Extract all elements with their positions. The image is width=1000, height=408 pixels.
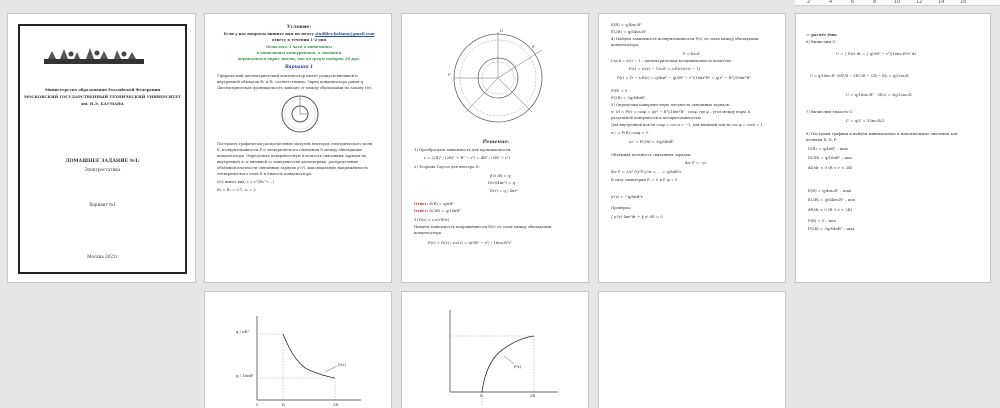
formula-gauss-2: D(r)(4πr²) = q	[488, 180, 516, 185]
solution-step-2: 2) Теорема Гаусса для вектора D:	[414, 165, 480, 169]
formula-rho-symmetry: В силу симметрии Pᵣ = 0 и P_φ = 0	[611, 178, 678, 182]
university-named-after: им. Н.Э. БАУМАНА	[81, 101, 124, 106]
ruler-tick: 4	[829, 0, 833, 5]
formula-u-final: U = q/16πε₀R² · 3R/2 = 3q/32πε₀R	[846, 92, 912, 97]
graph-p-x-2r: 2R	[530, 393, 536, 398]
formula-polarization-2: P(r) = (ε(r) − 1)ε₀E = ε₀E(r)(ε(r) − 1)	[629, 66, 701, 71]
solution-step-6: 6) Вычислим U:	[806, 40, 837, 44]
solution-step-4: 4) Найдём зависимость поляризованности P(r) э/с поля между обкладками	[611, 37, 759, 41]
svg-text:D: D	[500, 28, 504, 33]
formula-e-max: E(R) = q/4πε₀R² – max	[808, 188, 851, 193]
formula-e-at-r: E(R) = q/4πε₀R²	[611, 22, 642, 27]
task-text-line: объёмной плотности связанных зарядов ρ'(r), максимальную напряжённость	[217, 166, 369, 170]
task-text-line: Построить графически распределение модулей векторов электрического поля	[217, 142, 373, 146]
formula-e-r: E(r) = D(r) / ε₀ε(r) = q(5R² − r²) / 16πε₀R²r²	[428, 240, 512, 245]
city-year: Москва 2021г	[87, 254, 118, 259]
task-text-line: E, поляризованности P и электрического смещения D между обкладками	[217, 148, 362, 152]
graph-d-y-top-label: q / πR²	[236, 329, 249, 334]
check-heading: Проверка:	[611, 206, 632, 210]
formula-rho-expand: div P = 1/r² ∂(r²Pᵣ)/∂r = ... = q/8πR²r	[611, 169, 682, 174]
solution-step-7: 7) Вычислим ёмкость C:	[806, 110, 854, 114]
formula-e-at-2r: E(2R) = q/64πε₀R²	[611, 29, 647, 34]
formula-p-at-r: P(R) = 0	[611, 88, 628, 93]
formula-p-at-2r: P(2R) = 3q/64πR²	[611, 95, 646, 100]
page-8-blank[interactable]	[598, 291, 786, 408]
solution-heading: Решение:	[482, 139, 510, 145]
graph-d-of-r	[233, 312, 365, 407]
rho-heading: Объёмная плотность связанных зарядов:	[611, 153, 692, 157]
ministry-name: Министерство образования Российской Федерации	[44, 87, 161, 92]
graph-d-curve-label: D(r)	[338, 362, 346, 367]
variant-heading: Вариант 1	[284, 65, 314, 70]
formula-epsilon: ε = (2R)² / (2R)² + R² − r²) = 4R² / (5R² − r²)	[424, 155, 510, 160]
capacitor-diagram	[279, 93, 321, 135]
formula-sigma-3: σ₁' = P(R)·cosφ = 0	[611, 130, 649, 135]
task-text-line: внутренней σ₁ и внешней σ₂ поверхностях диэлектрика, распределение	[217, 160, 359, 164]
formula-sigma-4: σ₂' = P(2R) = 3q/64πR²	[629, 139, 674, 144]
page-6-graph-d[interactable]	[204, 291, 392, 408]
solution-step-4b: конденсатора:	[611, 43, 640, 47]
promo-line-2: в автоматы конкурентов, а занятия	[256, 51, 342, 55]
task-text-line: внутренней обкладок R₂ и R₁ соответственно. Заряд конденсатора равен q.	[217, 80, 365, 84]
variant-number: Вариант №1	[89, 202, 116, 207]
solution-step-8: 8) Построим графики и найдём минимальные и максимальные значения для	[806, 132, 958, 136]
formula-sigma-1: σ' (r) = P(r) = cosφ = q(r² − R²)/16πr²R² · cosφ, где φ – угол между норм. к	[611, 110, 751, 114]
svg-text:E: E	[532, 44, 535, 49]
ruler-tick: 8	[873, 0, 877, 5]
formula-d-max: D(R) = q/4πR² – max	[808, 146, 848, 151]
formula-gauss-3: D(r) = q / 4πr²	[490, 188, 518, 193]
formula-polarization-1: P = kε₀E	[683, 51, 700, 56]
epsilon-law: ε(r) имеет вид: ε = r²/(R₁²+...)	[217, 180, 274, 184]
formula-p-max: P(2R) = 3q/64πR² – max	[808, 226, 855, 231]
solution-step-1: 1) Преобразуем зависимость для проницаемости:	[414, 148, 512, 152]
solution-step-5: 5) Определим поверхностную плотность связанных зарядов:	[611, 103, 730, 107]
field-lines-diagram	[446, 20, 546, 138]
formula-d-min: D(2R) = q/16πR² – min	[808, 155, 852, 160]
solution-step-8b: величин E, D, P:	[806, 138, 838, 142]
page-3-solution[interactable]	[401, 13, 589, 283]
page-2-task[interactable]	[204, 13, 392, 283]
task-text-line: конденсатора. Определить поверхностную плотность связанных зарядов на	[217, 154, 367, 158]
contact-text: Если у вас вопросы пишите нам на почту	[223, 32, 314, 36]
graph-d-x-r: R	[282, 402, 285, 407]
capacitance-header: ∘∘ расчёт ёмк:	[806, 32, 838, 37]
task-text-line: Сферический диэлектрический конденсатор имеет радиусы внешней и	[217, 74, 358, 78]
page-5-solution[interactable]	[795, 13, 991, 283]
formula-rho-result: ρ'(r) = −q/8πR²r	[611, 194, 643, 199]
ruler-tick: 12	[916, 0, 923, 5]
homework-subject: Электростатика	[84, 167, 121, 172]
page-1-title[interactable]	[7, 13, 196, 283]
ruler-tick: 10	[894, 0, 901, 5]
formula-e-min: E(2R) = q/64πε₀R² – min	[808, 197, 856, 202]
formula-u-expanded: U = q/16πε₀R² (5R²/R − 5R²/2R − (2R − R)) = q/32πε₀R	[810, 74, 909, 78]
formula-polarization-note: Где k = ε(r) − 1 – диэлектрическая восприимчивость вещества	[611, 59, 731, 63]
answer-d-2r: D(2R) = q/16πR²	[429, 209, 461, 213]
page-7-graph-p[interactable]	[401, 291, 589, 408]
university-name: МОСКОВСКИЙ ГОСУДАРСТВЕННЫЙ ТЕХНИЧЕСКИЙ УНИВЕРСИТЕТ	[24, 94, 181, 99]
formula-polarization-3: P(r) = D − ε₀E(r) = q/4πr² − q(5R² − r²)/16πr²R² = q(r² − R²)/16πr²R²	[617, 75, 751, 80]
answer-label: Ответ:	[414, 209, 429, 213]
formula-u: U = ∫ E(r) dr = ∫ q(5R² − r²)/16πε₀R²r² dr	[836, 51, 917, 56]
homework-title: ДОМАШНЕЕ ЗАДАНИЕ №1:	[65, 159, 140, 164]
page-4-solution[interactable]	[598, 13, 786, 283]
formula-capacitance: C = q/U = 32πε₀R/3	[846, 118, 885, 123]
graph-p-x-r: R	[480, 393, 483, 398]
task-text-line: Диэлектрическая проницаемость зависит от между обкладками по закону ε(r).	[217, 86, 373, 90]
ruler-tick: 6	[851, 0, 855, 5]
formula-sigma-2: Для внутренней пов-ти cosφ = cos π = −1, для внешней пов-ти cos φ = cos0 = 1	[611, 123, 763, 127]
solution-step-3: 3) D(r) = ε₀ε(r)E(r)	[414, 218, 450, 222]
formula-check: ∫ ρ'(r) 4πr²dr + ∮ σ' dS = 0	[611, 214, 663, 219]
solution-step-3b: Найдём зависимость напряжённости E(r) э/с поля между обкладками	[414, 225, 552, 229]
solution-step-3c: конденсатора:	[414, 231, 443, 235]
ruler-tick: 2	[807, 0, 811, 5]
formula-p-min: P(R) = 0 – min	[808, 218, 836, 223]
formula-d-range: dD/dr < 0 (R < r < 2R)	[808, 165, 853, 170]
formula-e-range: dE/dr < 0 (R < r < 2R)	[808, 207, 853, 212]
given-values: R₂ = R₁ = 2·1, ε₀ = 2	[217, 188, 256, 192]
contact-email-link[interactable]: studfiles.balmon@gmail.com	[315, 32, 375, 36]
graph-d-x-origin: 0	[256, 402, 259, 407]
graph-d-y-bottom-label: q / 16πR²	[236, 373, 254, 378]
formula-rho-div: div P = −ρ'	[685, 160, 707, 165]
answer-label: Ответ:	[414, 202, 429, 206]
ruler-tick: 16	[960, 0, 967, 5]
graph-p-of-r	[430, 306, 562, 408]
svg-text:P: P	[448, 72, 451, 77]
formula-sigma-1b: раздельной поверхности и поляризованностью	[611, 116, 701, 120]
ruler-tick: 14	[938, 0, 945, 5]
horizontal-ruler	[795, 0, 1000, 6]
contact-text-2: ответу в течении 1-2 дня	[271, 38, 327, 42]
answer-d-r: D(R) = q/πR²	[429, 202, 454, 206]
formula-gauss-1: ∮ D dS = q	[490, 173, 511, 178]
promo-line-1: Осталось 3 часа в автоматы	[265, 45, 333, 49]
promo-line-3: обращаться через месяц, мы получим подарок 20 руб.	[237, 57, 361, 61]
task-heading: Условие:	[286, 25, 312, 30]
graph-d-x-2r: 2R	[333, 402, 339, 407]
graph-p-curve-label: P(r)	[514, 364, 522, 369]
university-emblem-image	[44, 48, 144, 64]
task-text-line: электрического поля E и ёмкость конденсатора.	[217, 172, 313, 176]
